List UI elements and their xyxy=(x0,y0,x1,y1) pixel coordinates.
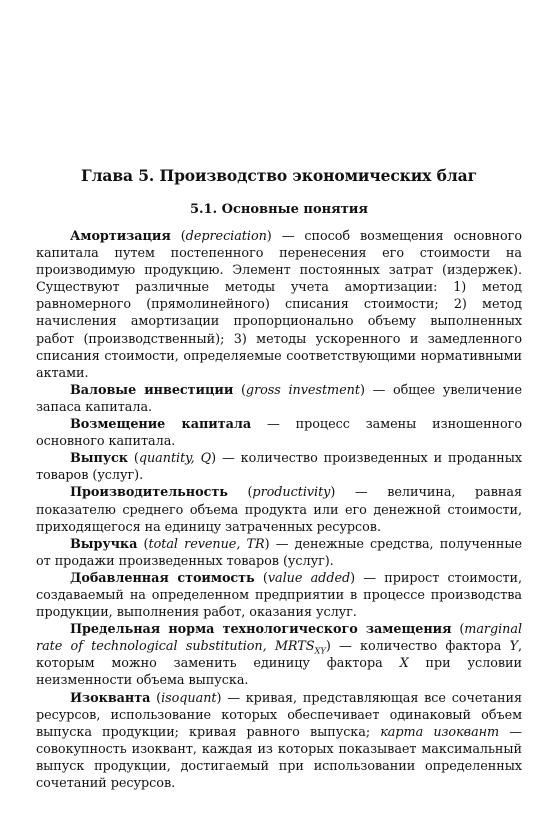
entry-open: ( xyxy=(233,382,246,398)
entry-english-term: productivity xyxy=(252,485,331,501)
entry-open: ( xyxy=(451,622,465,638)
entry-english-term: depreciation xyxy=(185,229,267,244)
glossary-entry-output xyxy=(36,450,522,484)
entry-term: Добавленная стоимость xyxy=(70,570,255,586)
entry-term: Предельная норма технологического замещения xyxy=(70,622,452,638)
entry-open: ( xyxy=(127,451,139,467)
entry-definition: — совокупность изоквант, каждая из которых показывает максимальный выпуск продукции, достигаемый при использовании определенных сочетаний ресурсов. xyxy=(36,724,522,791)
entry-term: Выручка xyxy=(70,536,138,552)
glossary-entry-revenue xyxy=(36,536,522,570)
glossary-entry-capital-replacement xyxy=(36,416,522,450)
entry-english-term: total revenue, TR xyxy=(148,536,265,552)
entry-definition: ) — количество произведенных и проданных товаров (услуг). xyxy=(36,451,522,484)
section-title: 5.1. Основные понятия xyxy=(189,202,369,217)
entry-open: ( xyxy=(170,229,186,244)
entry-english-term: marginal rate of technological substitution, MRTS xyxy=(36,622,522,655)
entry-definition: ) — денежные средства, полученные от продажи произведенных товаров (услуг). xyxy=(36,536,522,569)
entry-open: ( xyxy=(227,485,253,501)
entry-definition: ) — величина, равная показателю среднего объема продукта или его денежной стоимости, приходящегося на единицу затраченных ресурсов. xyxy=(36,485,522,535)
entry-term: Валовые инвестиции xyxy=(70,382,234,398)
entry-english-term: isoquant xyxy=(161,690,217,706)
glossary-entry-value-added xyxy=(36,570,522,621)
entry-term: Производительность xyxy=(70,485,228,501)
factor-y: Y xyxy=(509,639,518,655)
factor-x: X xyxy=(399,656,409,672)
glossary-entry-productivity xyxy=(36,484,522,535)
entry-term: Возмещение капитала xyxy=(70,417,252,433)
entry-definition: при условии неизменности объема выпуска. xyxy=(36,656,522,689)
entry-definition: ) — кривая, представляющая все сочетания ресурсов, использование которых обеспечивает одинаковый объем выпуска продукции; кривая равного выпуска; xyxy=(36,690,522,740)
entry-term: Изокванта xyxy=(70,690,151,706)
chapter-title: Глава 5. Производство экономических благ xyxy=(80,166,478,185)
glossary-entry-mrts xyxy=(36,621,522,689)
book-page xyxy=(36,166,522,792)
mrts-subscript: XY xyxy=(314,645,326,656)
entry-definition: ) — прирост стоимости, создаваемый на определенном предприятии в процессе производства продукции, выполнения работ, оказания услуг. xyxy=(36,570,522,621)
entry-definition: — процесс замены изношенного основного капитала. xyxy=(36,417,522,450)
entry-open: ( xyxy=(150,690,162,706)
entry-english-term: quantity, Q xyxy=(138,451,212,467)
entry-definition: ) — способ возмещения основного капитала путем постепенного перенесения его стоимости на производимую продукцию. Элемент постоянных затрат (издержек). Существуют различные методы учета амортизации: 1) метод равномерного (прямолинейного) списания стоимости; 2) метод начисления амортизации пропорционально объему выполненных работ (производственный); 3) методы ускоренного и замедленного списания стоимости, определяемые соответствующими нормативными актами. xyxy=(36,229,522,381)
entry-open: ( xyxy=(254,570,268,586)
entry-english-term: value added xyxy=(267,570,351,586)
glossary-entry-amortization xyxy=(36,228,522,382)
entry-open: ( xyxy=(137,536,149,552)
entry-term: Амортизация xyxy=(70,229,171,244)
glossary-entry-gross-investment xyxy=(36,382,522,416)
entry-definition: ) — количество фактора xyxy=(325,639,510,655)
entry-term: Выпуск xyxy=(70,451,128,467)
entry-definition: ) — общее увеличение запаса капитала. xyxy=(36,382,523,415)
entry-definition: , которым можно заменить единицу фактора xyxy=(36,639,522,672)
glossary-entry-isoquant xyxy=(36,690,522,793)
entry-english-term: gross investment xyxy=(245,382,360,398)
isoquant-map-term: карта изоквант xyxy=(380,724,500,740)
